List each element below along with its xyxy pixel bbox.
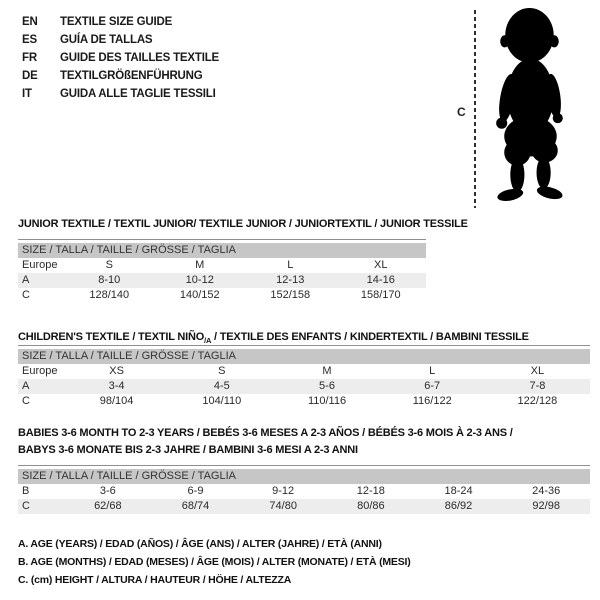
- footnote-legend: [18, 535, 411, 589]
- cell: 68/74: [181, 500, 210, 512]
- cell: 24-36: [532, 485, 561, 497]
- cell: M: [322, 365, 332, 377]
- cell: 14-16: [366, 274, 395, 286]
- heading-text: / TEXTILE DES ENFANTS / KINDERTEXTIL / BAMBINI TESSILE: [211, 331, 529, 343]
- cell: 74/80: [269, 500, 297, 512]
- lang-code: EN: [22, 16, 38, 28]
- lang-code: IT: [22, 88, 32, 100]
- lang-row-it: [22, 85, 219, 103]
- lang-row-de: [22, 67, 219, 85]
- cell: 10-12: [185, 274, 214, 286]
- heading-line-2: BABYS 3-6 MONATE BIS 2-3 JAHRE / BAMBINI 3-6 MESI A 2-3 ANNI: [18, 444, 358, 456]
- table-top-line: [18, 465, 590, 466]
- cell: 158/170: [360, 289, 401, 301]
- lang-row-es: [22, 31, 219, 49]
- cell: 6-7: [424, 380, 441, 392]
- cell: L: [429, 365, 436, 377]
- children-size-table: [18, 345, 590, 409]
- cell: 104/110: [202, 395, 242, 407]
- lang-title: TEXTILGRÖßENFÜHRUNG: [60, 70, 203, 82]
- cell: 7-8: [529, 380, 546, 392]
- row-label: C: [22, 500, 30, 512]
- row-label: Europe: [22, 259, 58, 271]
- cell: 98/104: [99, 395, 134, 407]
- baby-silhouette-icon: [479, 5, 584, 207]
- row-label: A: [22, 274, 30, 286]
- cell: 128/140: [89, 289, 130, 301]
- table-row: [18, 379, 590, 394]
- cell: 62/68: [94, 500, 122, 512]
- table-row: [18, 484, 590, 499]
- cell: 86/92: [444, 500, 473, 512]
- cell: 116/122: [412, 395, 452, 407]
- table-row: [18, 364, 590, 379]
- row-label: C: [22, 289, 30, 301]
- cell: M: [195, 259, 205, 271]
- heading-text: CHILDREN'S TEXTILE / TEXTIL NIÑO: [18, 331, 205, 343]
- size-header-bar: SIZE / TALLA / TAILLE / GRÖSSE / TAGLIA: [18, 349, 590, 364]
- lang-title: GUÍA DE TALLAS: [60, 34, 153, 46]
- cell: 152/158: [270, 289, 311, 301]
- lang-title: GUIDE DES TAILLES TEXTILE: [60, 52, 219, 64]
- table-row: [18, 273, 426, 288]
- cell: S: [218, 365, 226, 377]
- babies-size-table: [18, 465, 590, 514]
- table-top-line: [18, 345, 590, 346]
- lang-title: GUIDA ALLE TAGLIE TESSILI: [60, 88, 216, 100]
- cell: 122/128: [517, 395, 558, 407]
- cell: 92/98: [532, 500, 560, 512]
- cell: L: [287, 259, 294, 271]
- junior-section-heading: JUNIOR TEXTILE / TEXTIL JUNIOR/ TEXTILE JUNIOR / JUNIORTEXTIL / JUNIOR TESSILE: [18, 218, 468, 230]
- lang-code: DE: [22, 70, 38, 82]
- cell: 6-9: [187, 485, 204, 497]
- row-label: C: [22, 395, 30, 407]
- table-row: [18, 499, 590, 514]
- lang-code: ES: [22, 34, 37, 46]
- babies-section-heading: [18, 425, 578, 459]
- table-row: [18, 288, 426, 303]
- cell: XL: [530, 365, 545, 377]
- cell: XL: [374, 259, 388, 271]
- cell: S: [105, 259, 113, 271]
- lang-title: TEXTILE SIZE GUIDE: [60, 16, 173, 28]
- cell: 18-24: [444, 485, 473, 497]
- cell: 110/116: [307, 395, 347, 407]
- lang-row-en: [22, 13, 219, 31]
- footnote-c: C. (cm) HEIGHT / ALTURA / HAUTEUR / HÖHE / ALTEZZA: [18, 574, 292, 586]
- table-row: [18, 258, 426, 273]
- cell: 12-13: [276, 274, 305, 286]
- footnote-a: A. AGE (YEARS) / EDAD (AÑOS) / ÂGE (ANS) / ALTER (JAHRE) / ETÀ (ANNI): [18, 538, 382, 550]
- row-label: Europe: [22, 365, 58, 377]
- cell: 12-18: [356, 485, 385, 497]
- row-label: B: [22, 485, 30, 497]
- size-header-bar: SIZE / TALLA / TAILLE / GRÖSSE / TAGLIA: [18, 243, 426, 258]
- junior-size-table: [18, 239, 426, 303]
- row-label: A: [22, 380, 30, 392]
- cell: 80/86: [357, 500, 385, 512]
- table-top-line: [18, 239, 426, 240]
- table-row: [18, 394, 590, 409]
- cell: 8-10: [98, 274, 121, 286]
- footnote-b: B. AGE (MONTHS) / EDAD (MESES) / ÂGE (MOIS) / ALTER (MONATE) / ETÀ (MESI): [18, 556, 411, 568]
- height-measure-label: C: [457, 105, 466, 119]
- cell: 9-12: [272, 485, 295, 497]
- heading-line-1: BABIES 3-6 MONTH TO 2-3 YEARS / BEBÉS 3-6 MESES A 2-3 AÑOS / BÉBÉS 3-6 MOIS À 2-3 ANS /: [18, 427, 513, 439]
- cell: 140/152: [179, 289, 220, 301]
- cell: 4-5: [213, 380, 230, 392]
- cell: 5-6: [319, 380, 335, 392]
- height-dashed-line: [474, 10, 476, 208]
- language-title-block: [22, 13, 219, 103]
- heading-subscript: /A: [204, 336, 212, 346]
- lang-code: FR: [22, 52, 37, 64]
- cell: XS: [109, 365, 124, 377]
- cell: 3-6: [99, 485, 116, 497]
- size-header-bar: SIZE / TALLA / TAILLE / GRÖSSE / TAGLIA: [18, 469, 590, 484]
- cell: 3-4: [108, 380, 125, 392]
- lang-row-fr: [22, 49, 219, 67]
